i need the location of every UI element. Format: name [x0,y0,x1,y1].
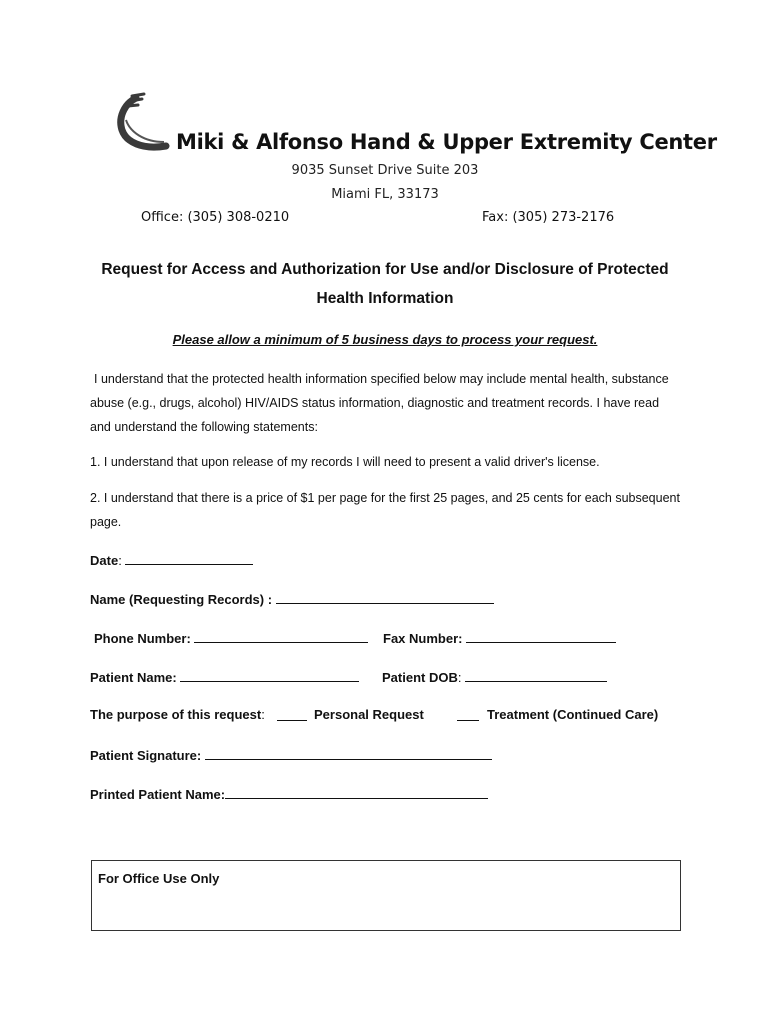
office-phone: Office: (305) 308-0210 [141,210,290,225]
signature-field [90,746,492,763]
purpose-colon: : [261,707,265,722]
statement-1: 1. I understand that upon release of my records I will need to present a valid driver's license. [90,455,600,469]
option-personal-request: Personal Request [314,707,424,722]
patient-dob-colon: : [457,670,462,685]
fax-label: Fax Number: [383,631,463,646]
option-treatment: Treatment (Continued Care) [487,707,659,722]
personal-request-checkline[interactable] [277,707,307,721]
patient-dob-label: Patient DOB [382,670,458,685]
patient-name-input-line[interactable] [180,668,359,682]
treatment-checkline[interactable] [457,707,479,721]
purpose-field [90,707,265,722]
address-line-1: 9035 Sunset Drive Suite 203 [291,163,479,178]
address-line-2: Miami FL, 33173 [331,187,439,202]
printed-name-input-line[interactable] [225,785,488,799]
phone-input-line[interactable] [194,629,368,643]
fax-field [383,629,616,646]
patient-name-label: Patient Name: [90,670,177,685]
signature-label: Patient Signature: [90,748,202,763]
printed-name-label: Printed Patient Name: [90,787,226,802]
patient-name-field [90,668,359,685]
office-use-label: For Office Use Only [98,871,220,886]
form-title-line-2: Health Information [316,290,454,307]
office-use-box [91,860,681,931]
purpose-label: The purpose of this request [90,707,262,722]
patient-dob-input-line[interactable] [465,668,607,682]
fax-number: Fax: (305) 273-2176 [482,210,615,225]
name-requesting-label: Name (Requesting Records) : [90,592,273,607]
name-requesting-input-line[interactable] [276,590,494,604]
patient-dob-field [382,668,607,685]
statement-2: 2. I understand that there is a price of $1 per page for the first 25 pages, and 25 cents for each subsequent page. [90,491,680,529]
date-colon: : [118,553,122,568]
date-label: Date [90,553,119,568]
printed-name-field [90,785,488,802]
name-requesting-field [90,590,494,607]
fax-input-line[interactable] [466,629,616,643]
phone-label: Phone Number: [94,631,191,646]
processing-notice: Please allow a minimum of 5 business days to process your request. [172,332,598,347]
intro-paragraph: I understand that the protected health information specified below may include mental health, substance abuse (e.g., drugs, alcohol) HIV/AIDS status information, diagnostic and treatment records. I have read and understand the following statements: [90,372,669,434]
date-input-line[interactable] [125,551,253,565]
organization-name: Miki & Alfonso Hand & Upper Extremity Center [176,130,717,154]
phone-field [94,629,368,646]
form-title-line-1: Request for Access and Authorization for Use and/or Disclosure of Protected [101,261,669,278]
signature-input-line[interactable] [205,746,492,760]
date-field [90,551,253,568]
brush-stroke-c-logo-icon [114,92,174,152]
